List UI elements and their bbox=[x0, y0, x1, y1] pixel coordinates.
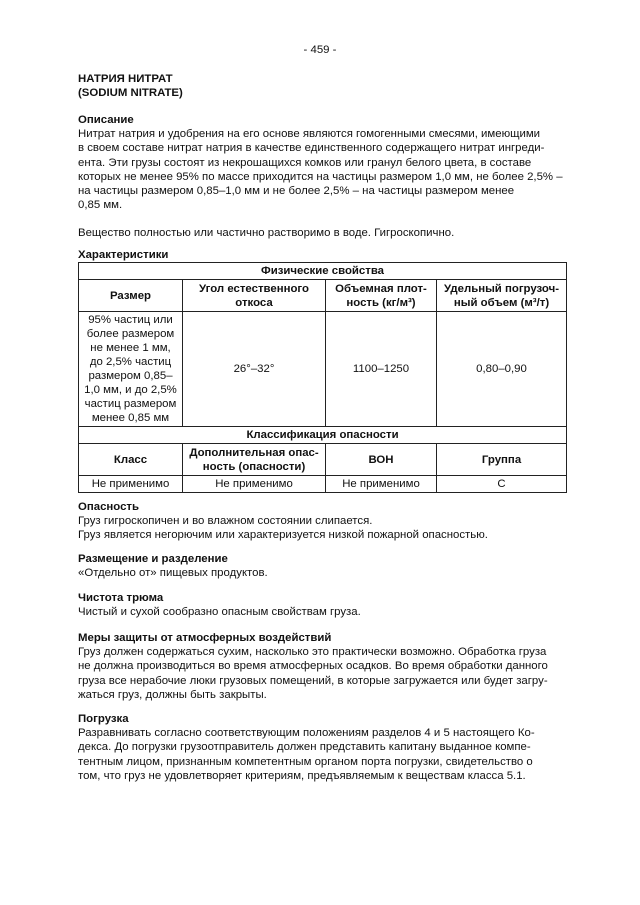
subsidiary-header-line: ность (опасности) bbox=[202, 460, 306, 473]
size-value-line: 1,0 мм, и до 2,5% bbox=[84, 384, 177, 396]
loading-section bbox=[78, 712, 566, 783]
description-heading: Описание bbox=[78, 114, 134, 126]
angle-value-cell: 26°–32° bbox=[183, 312, 326, 427]
volume-header-line: ный объем (м³/т) bbox=[453, 296, 550, 309]
size-value-line: 95% частиц или bbox=[88, 314, 173, 326]
class-column-header: Класс bbox=[79, 444, 183, 476]
loading-line: тентным лицом, признанным компетентным органом порта погрузки, свидетельство о bbox=[78, 755, 533, 768]
title-english: (SODIUM NITRATE) bbox=[78, 87, 183, 99]
hold-cleanliness-heading: Чистота трюма bbox=[78, 592, 164, 604]
weather-line: Груз должен содержаться сухим, насколько это практически возможно. Обработка груза bbox=[78, 646, 547, 658]
group-column-header: Группа bbox=[437, 444, 567, 476]
weather-heading: Меры защиты от атмосферных воздействий bbox=[78, 632, 332, 644]
density-header-line: Объемная плот- bbox=[335, 282, 427, 295]
characteristics-heading: Характеристики bbox=[78, 249, 169, 261]
subsidiary-column-header bbox=[183, 444, 326, 476]
mhb-value-cell: Не применимо bbox=[326, 476, 437, 493]
size-value-line: более размером bbox=[86, 328, 175, 340]
class-value-cell: Не применимо bbox=[79, 476, 183, 493]
subsidiary-header-line: Дополнительная опас- bbox=[189, 446, 319, 459]
mhb-column-header: ВОН bbox=[326, 444, 437, 476]
weather-line: не должна производиться во время атмосферных осадков. Во время обработки данного bbox=[78, 660, 548, 673]
loading-line: декса. До погрузки грузоотправитель должен представить капитану выданное компе- bbox=[78, 741, 531, 754]
density-column-header bbox=[326, 280, 437, 312]
size-value-line: не менее 1 мм, bbox=[90, 342, 171, 354]
size-value-line: до 2,5% частиц bbox=[89, 356, 172, 368]
stowage-text: «Отдельно от» пищевых продуктов. bbox=[78, 567, 268, 579]
page-number: - 459 - bbox=[303, 44, 337, 56]
volume-header-line: Удельный погрузоч- bbox=[444, 282, 560, 295]
loading-heading: Погрузка bbox=[78, 713, 129, 725]
description-line: 0,85 мм. bbox=[78, 199, 123, 212]
hazard-classification-header: Классификация опасности bbox=[79, 427, 567, 444]
description-line: в своем составе нитрат натрия в качестве единственного содержащего нитрат ингреди- bbox=[78, 142, 545, 155]
volume-column-header bbox=[437, 280, 567, 312]
density-value-cell: 1100–1250 bbox=[326, 312, 437, 427]
document-title bbox=[78, 72, 566, 100]
weather-section bbox=[78, 631, 566, 702]
subsidiary-value-cell: Не применимо bbox=[183, 476, 326, 493]
characteristics-section bbox=[78, 248, 566, 493]
size-value-line: частиц размером bbox=[84, 398, 177, 410]
angle-header-line: Угол естественного bbox=[199, 282, 309, 295]
hold-cleanliness-section bbox=[78, 591, 566, 619]
stowage-heading: Размещение и разделение bbox=[78, 553, 228, 565]
angle-column-header bbox=[183, 280, 326, 312]
hold-cleanliness-text: Чистый и сухой сообразно опасным свойствам груза. bbox=[78, 606, 361, 618]
physical-properties-header: Физические свойства bbox=[79, 263, 567, 280]
size-value-line: размером 0,85– bbox=[88, 370, 173, 382]
title-russian: НАТРИЯ НИТРАТ bbox=[78, 73, 173, 85]
size-value-cell bbox=[79, 312, 183, 427]
loading-line: Разравнивать согласно соответствующим положениям разделов 4 и 5 настоящего Ко- bbox=[78, 727, 535, 739]
hazard-heading: Опасность bbox=[78, 501, 140, 513]
loading-line: том, что груз не удовлетворяет критериям, предъявляемым к веществам класса 5.1. bbox=[78, 769, 526, 782]
hazard-line: Груз гигроскопичен и во влажном состоянии слипается. bbox=[78, 515, 373, 527]
solubility-paragraph: Вещество полностью или частично растворимо в воде. Гигроскопично. bbox=[78, 226, 455, 239]
description-line: на частицы размером 0,85–1,0 мм и не более 2,5% – на частицы размером менее bbox=[78, 185, 515, 198]
description-section bbox=[78, 113, 566, 240]
weather-line: груза все нерабочие люки грузовых помещений, в которые загружается или будет загру- bbox=[78, 674, 548, 687]
description-line: которых не менее 95% по массе приходится на частицы размером 1,0 мм, не более 2,5% – bbox=[78, 170, 563, 183]
stowage-section bbox=[78, 552, 566, 580]
hazard-section bbox=[78, 500, 566, 543]
description-line: Нитрат натрия и удобрения на его основе являются гомогенными смесями, имеющими bbox=[78, 128, 541, 140]
density-header-line: ность (кг/м³) bbox=[346, 296, 416, 309]
description-line: ента. Эти грузы состоят из некрошащихся комков или гранул белого цвета, в составе bbox=[78, 156, 532, 169]
weather-line: жаться груз, должны быть закрыты. bbox=[78, 688, 267, 701]
size-column-header: Размер bbox=[79, 280, 183, 312]
angle-header-line: откоса bbox=[235, 296, 273, 309]
hazard-line: Груз является негорючим или характеризуется низкой пожарной опасностью. bbox=[78, 529, 488, 542]
group-value-cell: С bbox=[437, 476, 567, 493]
size-value-line: менее 0,85 мм bbox=[91, 412, 170, 424]
volume-value-cell: 0,80–0,90 bbox=[437, 312, 567, 427]
characteristics-table bbox=[78, 262, 567, 493]
